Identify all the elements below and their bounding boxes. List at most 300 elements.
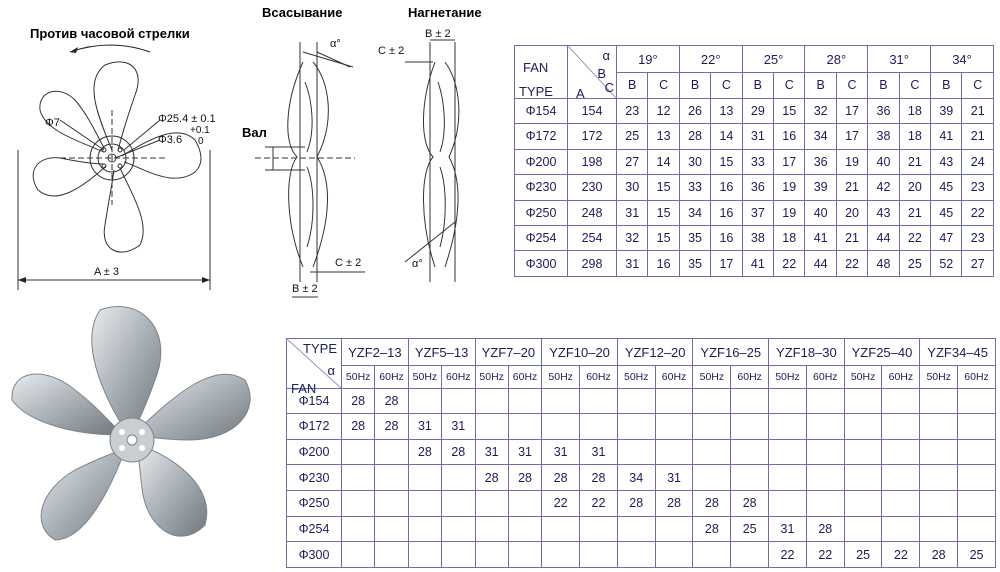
table1-value-cell: 13 [648,124,679,149]
shaft-label: Вал [242,125,267,140]
table1-sub-header: C [711,73,742,98]
table2-value-cell [806,414,844,440]
table1-angle-header: 22° [679,46,742,73]
table2-value-cell [958,414,996,440]
table2-value-cell [617,516,655,542]
table2-value-cell: 28 [342,388,375,414]
table1-value-cell: 48 [868,251,899,277]
table1-value-cell: 22 [836,251,867,277]
table2-header-alpha: α [327,363,335,378]
table2-value-cell [508,414,541,440]
table2-value-cell: 31 [442,414,475,440]
table1-a-cell: 198 [568,149,617,174]
fan-blade-photo [0,300,270,572]
table1-value-cell: 35 [679,225,710,250]
table2-value-cell [580,516,618,542]
table1-value-cell: 34 [805,124,836,149]
table1-a-cell: 230 [568,175,617,200]
table2-value-cell [375,465,408,491]
table1-a-cell: 154 [568,98,617,123]
table1-angle-header: 28° [805,46,868,73]
table1-value-cell: 21 [899,200,930,225]
table2-value-cell [806,465,844,491]
table1-value-cell: 36 [868,98,899,123]
table2-value-cell [769,491,807,517]
table2-value-cell: 34 [617,465,655,491]
table1-value-cell: 12 [648,98,679,123]
table2-value-cell: 22 [806,542,844,568]
table-row [515,98,994,123]
table2-value-cell [408,465,441,491]
dim-phi36: Φ3.6 [158,134,183,146]
table2-value-cell [580,388,618,414]
table2-header-type-fan [287,339,342,396]
rotation-label: Против часовой стрелки [30,26,190,41]
table1-value-cell: 16 [711,200,742,225]
table2-value-cell [655,516,693,542]
table2-value-cell: 28 [475,465,508,491]
table2-value-cell [920,491,958,517]
table2-value-cell: 22 [580,491,618,517]
table2-value-cell [408,491,441,517]
table1-fan-cell: Φ300 [515,251,568,277]
dim-b-discharge: B ± 2 [425,28,451,40]
table2-fan-cell: Φ254 [287,516,342,542]
table2-frequency-header: 60Hz [655,366,693,388]
dim-c-suction: C ± 2 [335,257,362,269]
table2-value-cell: 28 [508,465,541,491]
table1-sub-header: C [648,73,679,98]
table1-value-cell: 31 [617,251,648,277]
table2-value-cell [617,439,655,465]
table1-a-cell: 298 [568,251,617,277]
table1-value-cell: 15 [711,149,742,174]
table2-value-cell [475,516,508,542]
table1-sub-header: B [617,73,648,98]
table2-value-cell [920,388,958,414]
table2-value-cell [442,465,475,491]
table1-header-fan: FAN [523,60,549,75]
fan-front-view-drawing [0,40,230,290]
table2-value-cell: 28 [693,516,731,542]
table-row [287,542,996,568]
table2-value-cell [508,516,541,542]
table2-value-cell [617,414,655,440]
table1-value-cell: 41 [931,124,962,149]
table-row [515,175,994,200]
table2-frequency-header: 60Hz [882,366,920,388]
dim-c-discharge: C ± 2 [378,45,405,57]
table1-value-cell: 38 [742,225,773,250]
table2-type-header: YZF16–25 [693,339,769,366]
table2-frequency-header: 60Hz [508,366,541,388]
table1-fan-cell: Φ230 [515,175,568,200]
table1-value-cell: 18 [899,98,930,123]
table1-value-cell: 14 [711,124,742,149]
table2-value-cell [655,542,693,568]
table1-header-fan-type [515,46,568,99]
table1-fan-cell: Φ154 [515,98,568,123]
table2-value-cell: 31 [655,465,693,491]
table1-fan-cell: Φ200 [515,149,568,174]
table2-value-cell [882,491,920,517]
table1-value-cell: 14 [648,149,679,174]
table2-value-cell [342,491,375,517]
table-row [287,414,996,440]
table2-frequency-header: 60Hz [580,366,618,388]
table1-header-type: TYPE [519,84,553,99]
table1-value-cell: 17 [774,149,805,174]
table1-value-cell: 21 [899,149,930,174]
table1-header-alpha: α [602,48,610,63]
table1-value-cell: 22 [962,200,994,225]
table2-value-cell [958,491,996,517]
table1-value-cell: 35 [679,251,710,277]
table2-value-cell [806,491,844,517]
table1-value-cell: 15 [774,98,805,123]
table1-value-cell: 26 [679,98,710,123]
blade-angle-dimension-table [514,45,994,277]
table1-value-cell: 19 [774,175,805,200]
discharge-label: Нагнетание [408,5,482,20]
table-row [515,200,994,225]
table2-value-cell [806,388,844,414]
table2-value-cell [375,516,408,542]
table1-sub-header: C [774,73,805,98]
table2-value-cell [920,465,958,491]
table2-value-cell: 28 [442,439,475,465]
table1-value-cell: 41 [805,225,836,250]
table-row [515,124,994,149]
table1-value-cell: 16 [711,225,742,250]
table1-value-cell: 34 [679,200,710,225]
table2-frequency-header: 60Hz [375,366,408,388]
table2-value-cell [693,388,731,414]
table1-fan-cell: Φ250 [515,200,568,225]
table1-value-cell: 17 [836,98,867,123]
table2-value-cell: 31 [408,414,441,440]
table2-value-cell: 25 [731,516,769,542]
table2-value-cell [442,491,475,517]
table1-sub-header: B [742,73,773,98]
table2-value-cell [442,516,475,542]
dim-a: A ± 3 [94,266,119,278]
dim-tolerance-zero: 0 [198,136,204,147]
table1-value-cell: 23 [962,175,994,200]
table2-value-cell: 31 [508,439,541,465]
table1-a-cell: 248 [568,200,617,225]
table1-value-cell: 16 [711,175,742,200]
table1-value-cell: 23 [617,98,648,123]
table2-value-cell [580,542,618,568]
table1-value-cell: 23 [962,225,994,250]
table1-value-cell: 31 [742,124,773,149]
table2-value-cell [693,439,731,465]
table2-fan-cell: Φ300 [287,542,342,568]
table2-value-cell [844,414,882,440]
table2-value-cell [408,542,441,568]
table2-value-cell [342,516,375,542]
table2-value-cell: 31 [580,439,618,465]
table2-value-cell [731,439,769,465]
table1-value-cell: 18 [774,225,805,250]
table1-value-cell: 30 [617,175,648,200]
table1-value-cell: 17 [836,124,867,149]
table2-value-cell [475,542,508,568]
table2-value-cell [375,542,408,568]
table1-value-cell: 24 [962,149,994,174]
table2-value-cell: 22 [882,542,920,568]
table2-value-cell [882,414,920,440]
table2-value-cell [731,542,769,568]
table2-value-cell [542,414,580,440]
table2-value-cell: 28 [806,516,844,542]
table2-frequency-header: 50Hz [769,366,807,388]
table2-type-header: YZF25–40 [844,339,920,366]
table2-value-cell: 22 [769,542,807,568]
table2-value-cell [617,542,655,568]
table2-type-header: YZF10–20 [542,339,618,366]
table1-value-cell: 22 [774,251,805,277]
table1-value-cell: 15 [648,200,679,225]
table1-value-cell: 21 [836,175,867,200]
table2-fan-cell: Φ154 [287,388,342,414]
table2-value-cell [655,414,693,440]
table1-sub-header: C [962,73,994,98]
table2-value-cell [442,388,475,414]
table2-value-cell: 28 [408,439,441,465]
table-row [287,439,996,465]
table1-value-cell: 31 [617,200,648,225]
table-row [287,465,996,491]
table1-header-a-alpha [568,46,617,99]
table2-value-cell [475,388,508,414]
table1-value-cell: 45 [931,175,962,200]
table1-value-cell: 39 [805,175,836,200]
table1-value-cell: 21 [836,225,867,250]
dim-phi25: Φ25.4 ± 0.1 [158,113,216,125]
table2-value-cell [844,516,882,542]
table1-sub-header: B [931,73,962,98]
table2-value-cell [844,439,882,465]
table1-a-cell: 254 [568,225,617,250]
table1-value-cell: 45 [931,200,962,225]
table2-value-cell [508,542,541,568]
table-row [287,491,996,517]
table2-value-cell [542,542,580,568]
table2-type-header: YZF2–13 [342,339,409,366]
table1-value-cell: 52 [931,251,962,277]
table2-value-cell [769,439,807,465]
table2-frequency-header: 60Hz [806,366,844,388]
table2-value-cell [844,465,882,491]
table1-fan-cell: Φ254 [515,225,568,250]
table1-value-cell: 16 [774,124,805,149]
table2-frequency-header: 50Hz [342,366,375,388]
table2-frequency-header: 60Hz [958,366,996,388]
table2-value-cell [920,414,958,440]
table2-value-cell [408,388,441,414]
motor-type-compatibility-table [286,338,996,568]
table2-value-cell [542,516,580,542]
table2-value-cell: 28 [693,491,731,517]
table1-value-cell: 20 [836,200,867,225]
table2-value-cell [508,491,541,517]
table2-frequency-header: 50Hz [617,366,655,388]
table2-fan-cell: Φ172 [287,414,342,440]
table1-sub-header: B [805,73,836,98]
table1-value-cell: 47 [931,225,962,250]
table2-frequency-header: 50Hz [920,366,958,388]
table2-frequency-header: 60Hz [442,366,475,388]
dim-b-suction: B ± 2 [292,283,318,295]
table1-header-b: B [597,66,606,81]
table2-frequency-header: 50Hz [693,366,731,388]
table2-value-cell [475,414,508,440]
table2-value-cell: 28 [731,491,769,517]
table1-value-cell: 36 [805,149,836,174]
table-row [287,388,996,414]
table2-value-cell [508,388,541,414]
table2-value-cell [769,414,807,440]
table2-value-cell [882,439,920,465]
table1-header-c: C [604,80,614,95]
table2-value-cell [920,516,958,542]
table1-angle-header: 25° [742,46,805,73]
table1-value-cell: 30 [679,149,710,174]
table2-type-header: YZF18–30 [769,339,845,366]
table2-value-cell [655,388,693,414]
table2-value-cell [958,439,996,465]
table1-header-a: A [576,86,585,101]
table1-value-cell: 21 [962,124,994,149]
table2-value-cell [542,388,580,414]
table1-angle-header: 31° [868,46,931,73]
alpha-label-discharge: α° [412,258,423,270]
table1-fan-cell: Φ172 [515,124,568,149]
dim-tolerance-plus: +0.1 [190,125,210,136]
table2-value-cell [693,414,731,440]
table2-value-cell: 31 [769,516,807,542]
table2-type-header: YZF7–20 [475,339,542,366]
table2-value-cell: 28 [655,491,693,517]
table2-value-cell [882,516,920,542]
suction-label: Всасывание [262,5,343,20]
table1-value-cell: 29 [742,98,773,123]
table2-fan-cell: Φ250 [287,491,342,517]
table2-header-type: TYPE [303,341,337,356]
table1-value-cell: 40 [868,149,899,174]
table2-value-cell [958,516,996,542]
table2-frequency-header: 50Hz [542,366,580,388]
table-row [515,225,994,250]
table-row [515,149,994,174]
table1-value-cell: 33 [679,175,710,200]
table1-value-cell: 36 [742,175,773,200]
table1-value-cell: 27 [617,149,648,174]
table2-value-cell [475,491,508,517]
table2-value-cell: 28 [580,465,618,491]
table1-value-cell: 43 [868,200,899,225]
table1-value-cell: 33 [742,149,773,174]
table2-value-cell: 28 [920,542,958,568]
table1-value-cell: 44 [868,225,899,250]
table2-value-cell [655,439,693,465]
table2-value-cell [731,414,769,440]
table1-value-cell: 37 [742,200,773,225]
table2-frequency-header: 60Hz [731,366,769,388]
table1-value-cell: 17 [711,251,742,277]
table2-value-cell [731,388,769,414]
table1-value-cell: 42 [868,175,899,200]
table2-value-cell [920,439,958,465]
table2-value-cell: 28 [375,388,408,414]
table1-value-cell: 43 [931,149,962,174]
table2-value-cell [408,516,441,542]
table2-value-cell [375,439,408,465]
table2-frequency-header: 50Hz [475,366,508,388]
alpha-label-suction: α° [330,38,341,50]
table1-value-cell: 19 [774,200,805,225]
table2-value-cell [769,388,807,414]
dim-phi7: Φ7 [45,117,60,129]
table1-value-cell: 27 [962,251,994,277]
table1-value-cell: 28 [679,124,710,149]
table1-value-cell: 38 [868,124,899,149]
table1-value-cell: 40 [805,200,836,225]
table1-value-cell: 32 [617,225,648,250]
table2-value-cell: 28 [375,414,408,440]
table2-value-cell: 25 [958,542,996,568]
table1-value-cell: 39 [931,98,962,123]
table2-value-cell [806,439,844,465]
table1-value-cell: 16 [648,251,679,277]
table2-value-cell [731,465,769,491]
table2-value-cell [617,388,655,414]
table2-type-header: YZF34–45 [920,339,996,366]
table1-value-cell: 25 [899,251,930,277]
table1-sub-header: B [868,73,899,98]
table-row [515,251,994,277]
table1-sub-header: C [836,73,867,98]
table1-value-cell: 44 [805,251,836,277]
table2-value-cell: 28 [342,414,375,440]
table2-value-cell: 31 [542,439,580,465]
table2-value-cell [958,465,996,491]
table1-sub-header: B [679,73,710,98]
table2-type-header: YZF5–13 [408,339,475,366]
table2-value-cell: 28 [617,491,655,517]
table2-value-cell [580,414,618,440]
fan-side-views-drawing [255,22,505,302]
table1-value-cell: 25 [617,124,648,149]
table2-value-cell [693,465,731,491]
table1-value-cell: 15 [648,175,679,200]
table2-type-header: YZF12–20 [617,339,693,366]
table2-frequency-header: 50Hz [408,366,441,388]
table1-value-cell: 15 [648,225,679,250]
table1-angle-header: 19° [617,46,680,73]
table-row [287,516,996,542]
table2-fan-cell: Φ200 [287,439,342,465]
table2-value-cell [342,465,375,491]
table2-value-cell: 25 [844,542,882,568]
table1-a-cell: 172 [568,124,617,149]
table2-frequency-header: 50Hz [844,366,882,388]
table1-value-cell: 32 [805,98,836,123]
table1-value-cell: 41 [742,251,773,277]
table2-fan-cell: Φ230 [287,465,342,491]
